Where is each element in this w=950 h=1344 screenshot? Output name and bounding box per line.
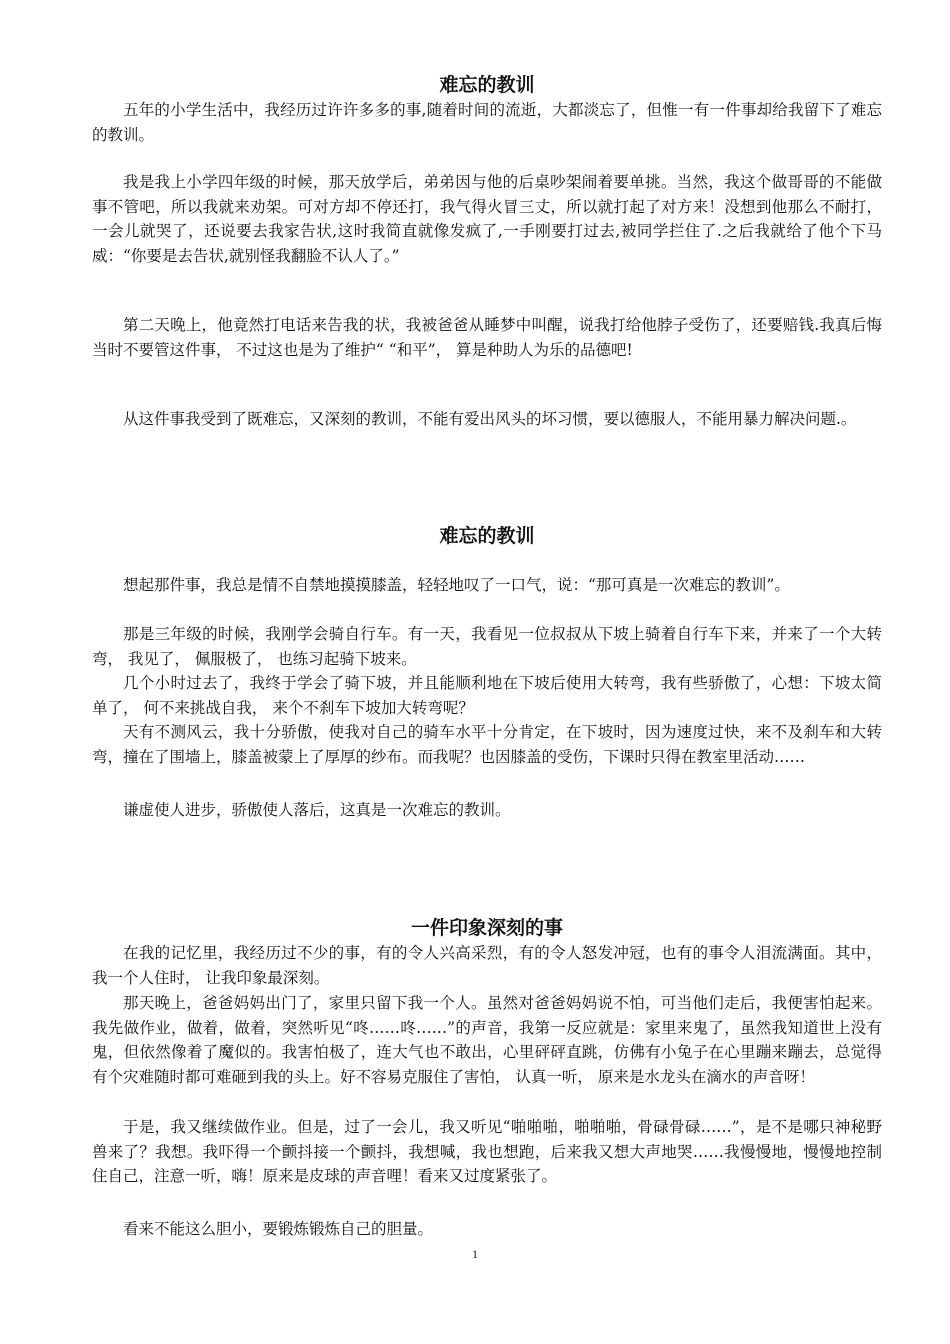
section-1-paragraph-1: 五年的小学生活中，我经历过许许多多的事,随着时间的流逝，大都淡忘了，但惟一有一件事却给我留下了难忘的教训。 <box>92 101 882 144</box>
section-1-paragraph-4: 从这件事我受到了既难忘，又深刻的教训，不能有爱出风头的坏习惯，要以德服人，不能用暴力解决问题.。 <box>123 410 857 428</box>
page-number: 1 <box>472 1247 478 1261</box>
section-3-paragraph-2: 那天晚上，爸爸妈妈出门了，家里只留下我一个人。虽然对爸爸妈妈说不怕，可当他们走后，我便害怕起来。我先做作业，做着，做着，突然听见“咚……咚……”的声音，我第一反应就是：家里来鬼了，虽然我知道世上没有鬼，但依然像着了魔似的。我害怕极了，连大气也不敢出，心里砰砰直跳，仿佛有小兔子在心里蹦来蹦去，总觉得有个灾难随时都可难砸到我的头上。好不容易克服住了害怕， 认真一听， 原来是水龙头在滴水的声音呀！ <box>92 994 882 1086</box>
section-2-paragraph-1: 想起那件事，我总是情不自禁地摸摸膝盖，轻轻地叹了一口气，说：“那可真是一次难忘的教训”。 <box>123 576 790 594</box>
section-3-paragraph-1: 在我的记忆里，我经历过不少的事，有的令人兴高采烈，有的令人怒发冲冠，也有的事令人泪流满面。其中， 我一个人住时， 让我印象最深刻。 <box>92 944 882 987</box>
section-1-paragraph-2: 我是我上小学四年级的时候，那天放学后，弟弟因与他的后桌吵架闹着要单挑。当然，我这个做哥哥的不能做事不管吧，所以我就来劝架。可对方却不停还打，我气得火冒三丈，所以就打起了对方来！没想到他那么不耐打，一会儿就哭了，还说要去我家告状,这时我简直就像发疯了,一手刚要打过去,被同学拦住了.之后我就给了他个下马威：“你要是去告状,就别怪我翻脸不认人了。” <box>92 173 882 265</box>
section-3-paragraph-4: 看来不能这么胆小，要锻炼锻炼自己的胆量。 <box>123 1220 434 1238</box>
section-1-paragraph-3: 第二天晚上，他竟然打电话来告我的状，我被爸爸从睡梦中叫醒，说我打给他脖子受伤了，还要赔钱.我真后悔当时不要管这件事， 不过这也是为了维护“ “和平”， 算是种助人为乐的品德吧! <box>92 316 882 359</box>
section-3-paragraph-3: 于是，我又继续做作业。但是，过了一会儿，我又听见“啪啪啪，啪啪啪，骨碌骨碌……”，是不是哪只神秘野兽来了？我想。我吓得一个颤抖接一个颤抖，我想喊，我也想跑，后来我又想大声地哭……我慢慢地，慢慢地控制住自己，注意一听，嗨！原来是皮球的声音哩！看来又过度紧张了。 <box>92 1118 882 1185</box>
section-1-title: 难忘的教训 <box>439 74 535 96</box>
section-2-paragraph-3: 几个小时过去了，我终于学会了骑下坡，并且能顺利地在下坡后使用大转弯，我有些骄傲了，心想：下坡太简单了， 何不来挑战自我， 来个不刹车下坡加大转弯呢？ <box>92 674 882 717</box>
section-2-paragraph-2: 那是三年级的时候，我刚学会骑自行车。有一天，我看见一位叔叔从下坡上骑着自行车下来，并来了一个大转弯， 我见了， 佩服极了， 也练习起骑下坡来。 <box>92 625 882 668</box>
section-2-paragraph-4: 天有不测风云，我十分骄傲，使我对自己的骑车水平十分肯定，在下坡时，因为速度过快，来不及刹车和大转弯，撞在了围墙上，膝盖被蒙上了厚厚的纱布。而我呢？也因膝盖的受伤，下课时只得在教室里活动…… <box>92 723 882 766</box>
section-3-title: 一件印象深刻的事 <box>410 917 563 939</box>
section-2-paragraph-5: 谦虚使人进步，骄傲使人落后，这真是一次难忘的教训。 <box>123 801 511 819</box>
section-2-title: 难忘的教训 <box>439 525 535 547</box>
